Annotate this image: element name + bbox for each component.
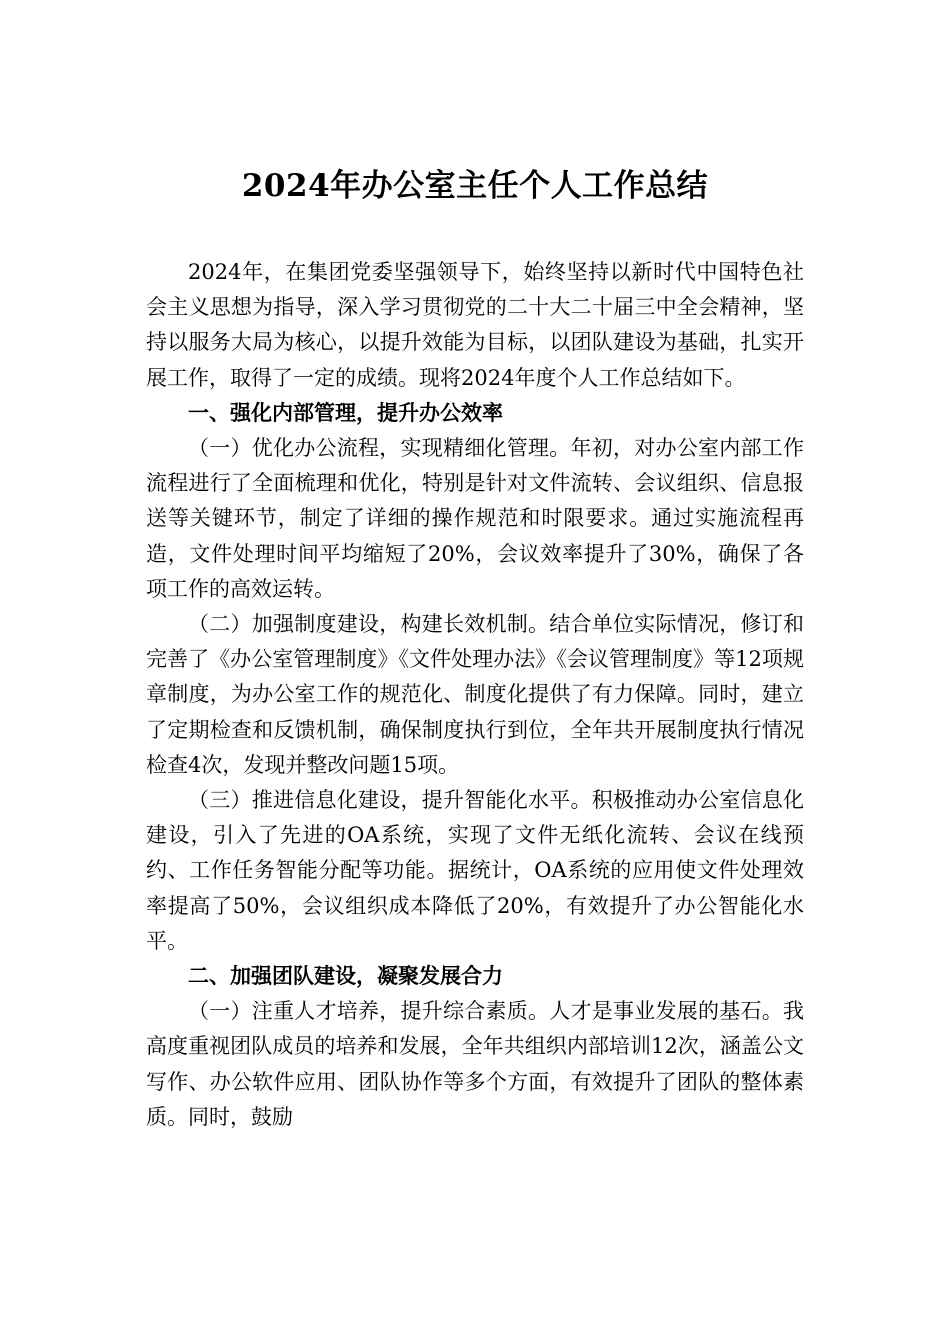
paragraph-lead: （三）推进信息化建设，提升智能化水平。 [188,788,592,813]
paragraph-2-1 [146,994,804,1135]
paragraph-text: 人才是事业发展的基石。我高度重视团队成员的培养和发展，全年共组织内部培训12次，涵盖公文写作、办公软件应用、团队协作等多个方面，有效提升了团队的整体素质。同时，鼓励 [146,999,804,1129]
paragraph-lead: （一）注重人才培养，提升综合素质。 [188,999,550,1024]
paragraph-lead: （二）加强制度建设，构建长效机制。 [188,612,550,637]
section-heading-1: 一、强化内部管理，提升办公效率 [188,400,503,425]
paragraph-1-3 [146,783,804,959]
intro-paragraph: 2024年，在集团党委坚强领导下，始终坚持以新时代中国特色社会主义思想为指导，深入学习贯彻党的二十大二十届三中全会精神，坚持以服务大局为核心，以提升效能为目标，以团队建设为基础，扎实开展工作，取得了一定的成绩。现将2024年度个人工作总结如下。 [146,260,804,390]
paragraph-1-2 [146,607,804,783]
section-heading-2: 二、加强团队建设，凝聚发展合力 [188,964,503,989]
paragraph-text: 年初，对办公室内部工作流程进行了全面梳理和优化，特别是针对文件流转、会议组织、信息报送等关键环节，制定了详细的操作规范和时限要求。通过实施流程再造，文件处理时间平均缩短了20%，会议效率提升了30%，确保了各项工作的高效运转。 [146,436,804,601]
paragraph-lead: （一）优化办公流程，实现精细化管理。 [188,436,571,461]
document-body [146,255,804,1135]
document-title: 2024年办公室主任个人工作总结 [241,168,709,204]
paragraph-text: 结合单位实际情况，修订和完善了《办公室管理制度》《文件处理办法》《会议管理制度》等12项规章制度，为办公室工作的规范化、制度化提供了有力保障。同时，建立了定期检查和反馈机制，确保制度执行到位，全年共开展制度执行情况检查4次，发现并整改问题15项。 [146,612,804,777]
paragraph-text: 积极推动办公室信息化建设，引入了先进的OA系统，实现了文件无纸化流转、会议在线预约、工作任务智能分配等功能。据统计，OA系统的应用使文件处理效率提高了50%，会议组织成本降低了20%，有效提升了办公智能化水平。 [146,788,804,953]
paragraph-1-1 [146,431,804,607]
